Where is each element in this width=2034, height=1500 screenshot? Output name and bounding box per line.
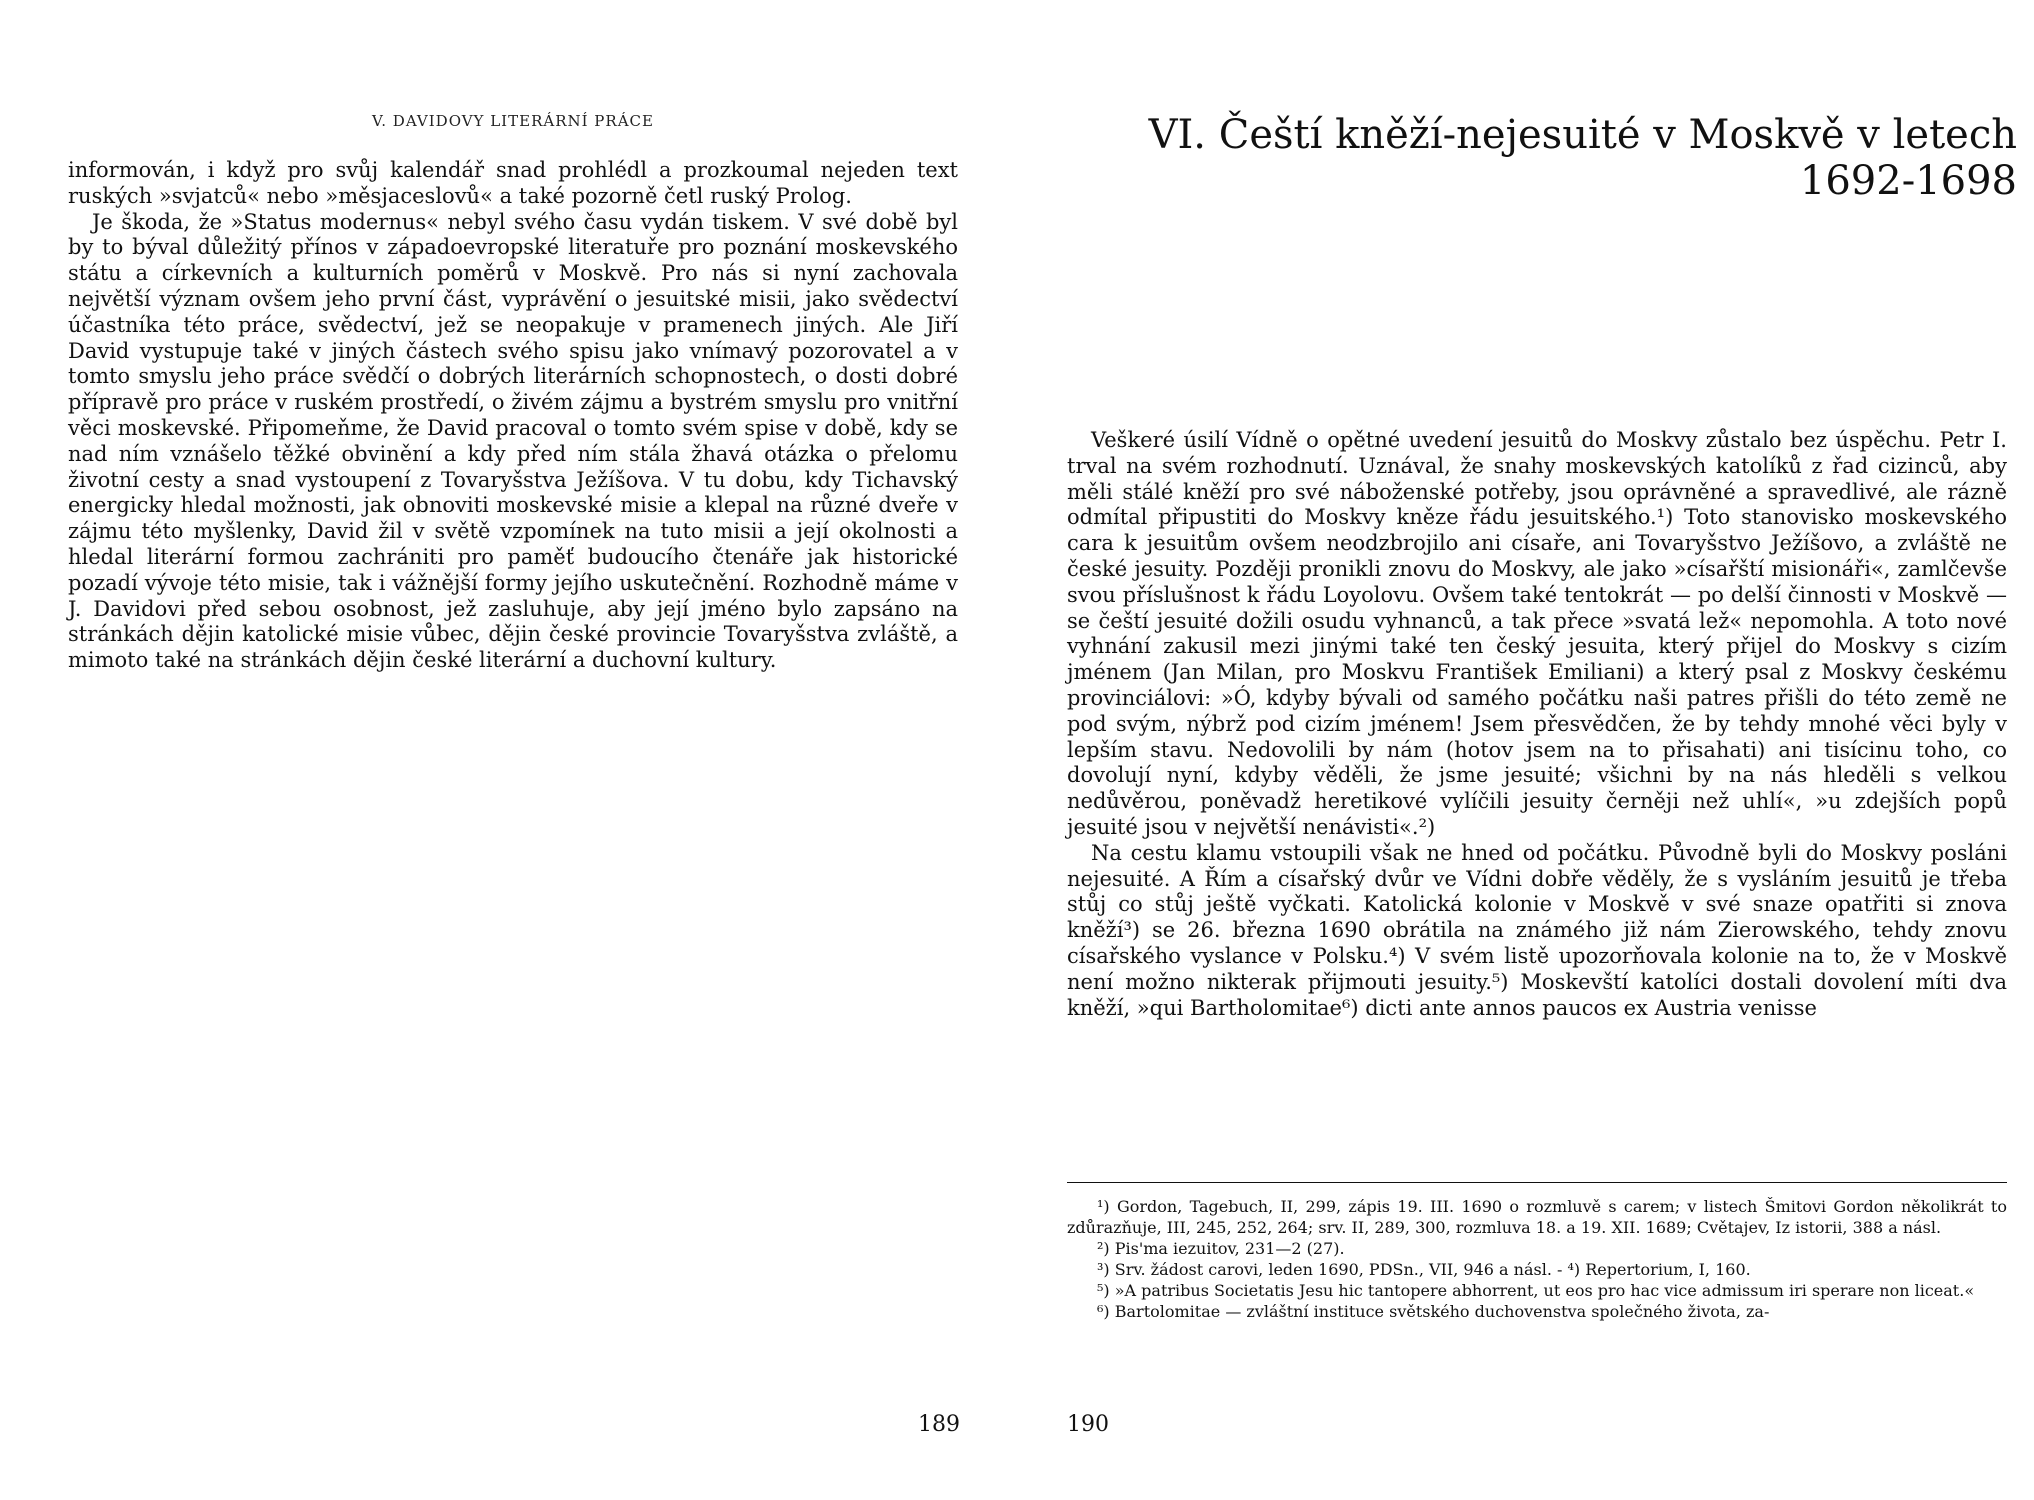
paragraph: Je škoda, že »Status modernus« nebyl svého času vydán tiskem. V své době byl by to býval důležitý přínos v západoevropské literatuře pro poznání moskevského státu a církevních a kulturních poměrů v Moskvě. Pro nás si nyní zachovala největší význam ovšem jeho první část, vyprávění o jesuitské misii, jako svědectví účastníka této práce, svědectví, jež se neopakuje v pramenech jiných. Ale Jiří David vystupuje také v jiných částech svého spisu jako vnímavý pozorovatel a v tomto smyslu jeho práce svědčí o dobrých literárních schopnostech, o dosti dobré přípravě pro práce v ruském prostředí, o živém zájmu a bystrém smyslu pro vnitřní věci moskevské. Připomeňme, že David pracoval o tomto svém spise v době, kdy se nad ním vznášelo těžké obvinění a kdy před ním stála žhavá otázka o přelomu životní cesty a snad vystoupení z Tovaryšstva Ježíšova. V tu dobu, kdy Tichavský energicky hledal možnosti, jak obnoviti moskevské misie a klepal na různé dveře v zájmu této myšlenky, David žil v světě vzpomínek na tuto misii a její okolnosti a hledal literární formou zachrániti pro paměť budoucího čtenáře jak historické pozadí vývoje této misie, tak i vážnější formy jejího uskutečnění. Rozhodně máme v J. Davidovi před sebou osobnost, jež zasluhuje, aby její jméno bylo zapsáno na stránkách dějin katolické misie vůbec, dějin české provincie Tovaryšstva zvláště, a mimoto také na stránkách dějin české literární a duchovní kultury. [68,209,958,673]
right-body-text [1067,428,2007,1021]
running-head: V. DAVIDOVY LITERÁRNÍ PRÁCE [372,112,654,130]
right-page [1017,0,2034,1500]
footnote: ²) Pis'ma iezuitov, 231—2 (27). [1097,1239,1345,1258]
footnote-divider [1067,1182,2007,1183]
paragraph: Veškeré úsilí Vídně o opětné uvedení jesuitů do Moskvy zůstalo bez úspěchu. Petr I. trval na svém rozhodnutí. Uznával, že snahy moskevských katolíků z řad cizinců, aby měli stálé kněží pro své náboženské potřeby, jsou oprávněné a spravedlivé, ale rázně odmítal připustiti do Moskvy kněze řádu jesuitského.¹) Toto stanovisko moskevského cara k jesuitům ovšem neodzbrojilo ani císaře, ani Tovaryšstvo Ježíšovo, a zvláště ne české jesuity. Později pronikli znovu do Moskvy, ale jako »císařští misionáři«, zamlčevše svou příslušnost k řádu Loyolovu. Ovšem také tentokrát — po delší činnosti v Moskvě — se čeští jesuité dožili osudu vyhnanců, a tak přece »svatá lež« nepomohla. A toto nové vyhnání zakusil mezi jinými také ten český jesuita, který přijel do Moskvy s cizím jménem (Jan Milan, pro Moskvu František Emiliani) a který psal z Moskvy českému provinciálovi: »Ó, kdyby bývali od samého počátku naši patres přišli do této země ne pod svým, nýbrž pod cizím jménem! Jsem přesvědčen, že by tehdy mnohé věci byly v lepším stavu. Nedovolili by nám (hotov jsem na to přisahati) ani tisícinu toho, co dovolují nyní, kdyby věděli, že jsme jesuité; všichni by na nás hleděli s velkou nedůvěrou, poněvadž heretikové vylíčili jesuity černěji než uhlí«, »u zdejších popů jesuité jsou v největší nenávisti«.²) [1067,428,2007,839]
page-number: 189 [918,1412,960,1437]
paragraph: Na cestu klamu vstoupili však ne hned od počátku. Původně byli do Moskvy posláni nejesuité. A Řím a císařský dvůr ve Vídni dobře věděly, že s vysláním jesuitů je třeba stůj co stůj ještě vyčkati. Katolická kolonie v Moskvě v své snaze opatřiti si znova kněží³) se 26. března 1690 obrátila na známého již nám Zierowského, tehdy znovu císařského vyslance v Polsku.⁴) V svém listě upozorňovala kolonie na to, že v Moskvě není možno nikterak přijmouti jesuity.⁵) Moskevští katolíci dostali dovolení míti dva kněží, »qui Bartholomitae⁶) dicti ante annos paucos ex Austria venisse [1067,840,2007,1020]
chapter-title: VI. Čeští kněží-nejesuité v Moskvě v letech 1692-1698 [1148,112,2017,204]
footnote: ³) Srv. žádost carovi, leden 1690, PDSn., VII, 946 a násl. - ⁴) Repertorium, I, 160. [1097,1260,1751,1279]
left-body-text [68,158,958,674]
footnote: ⁶) Bartolomitae — zvláštní instituce světského duchovenstva společného života, za- [1097,1302,1770,1321]
page-number: 190 [1067,1412,1109,1437]
footnote: ¹) Gordon, Tagebuch, II, 299, zápis 19. III. 1690 o rozmluvě s carem; v listech Šmitovi Gordon několikrát to zdůrazňuje, III, 245, 252, 264; srv. II, 289, 300, rozmluva 18. a 19. XII. 1689; Cvětajev, Iz istorii, 388 a násl. [1067,1197,2007,1237]
footnote: ⁵) »A patribus Societatis Jesu hic tantopere abhorrent, ut eos pro hac vice admissum iri sperare non liceat.« [1097,1281,1975,1300]
paragraph: informován, i když pro svůj kalendář snad prohlédl a prozkoumal nejeden text ruských »svjatců« nebo »měsjaceslovů« a také pozorně četl ruský Prolog. [68,158,958,208]
footnotes [1067,1196,2007,1322]
